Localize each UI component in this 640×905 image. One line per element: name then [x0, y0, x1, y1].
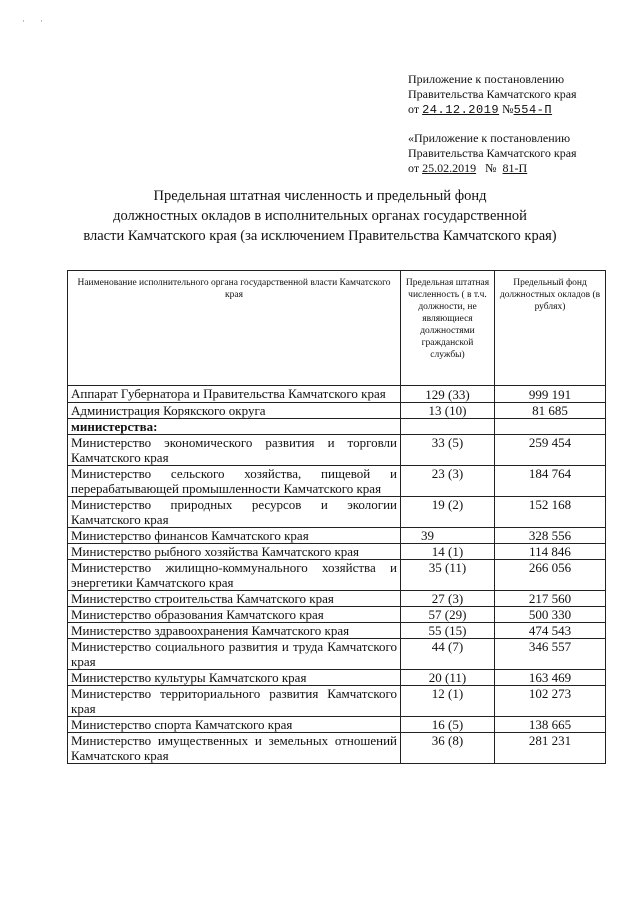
body-name: Министерство спорта Камчатского края: [68, 717, 401, 733]
table-row: [68, 670, 606, 686]
salary-fund: 114 846: [495, 544, 606, 560]
salary-fund: 259 454: [495, 435, 606, 466]
staff-limit: 55 (15): [401, 623, 495, 639]
body-name: Министерство сельского хозяйства, пищевой и перерабатывающей промышленности Камчатского края: [68, 466, 401, 497]
body-name: Министерство экономического развития и торговли Камчатского края: [68, 435, 401, 466]
salary-fund: 138 665: [495, 717, 606, 733]
table-row: [68, 733, 606, 764]
body-name: Министерство имущественных и земельных отношений Камчатского края: [68, 733, 401, 764]
staff-limit: 44 (7): [401, 639, 495, 670]
title-line: должностных окладов в исполнительных органах государственной: [113, 208, 527, 224]
decree-number: 554-П: [513, 103, 553, 117]
body-name: Министерство здравоохранения Камчатского края: [68, 623, 401, 639]
body-name: Министерство природных ресурсов и экологии Камчатского края: [68, 497, 401, 528]
table-row: [68, 435, 606, 466]
salary-fund: 163 469: [495, 670, 606, 686]
body-name: Министерство культуры Камчатского края: [68, 670, 401, 686]
salary-fund: 474 543: [495, 623, 606, 639]
table-row: [68, 623, 606, 639]
salary-fund: 102 273: [495, 686, 606, 717]
salary-fund: 281 231: [495, 733, 606, 764]
body-name: Министерство территориального развития Камчатского края: [68, 686, 401, 717]
salary-fund: 184 764: [495, 466, 606, 497]
table-row: [68, 591, 606, 607]
salary-fund: 328 556: [495, 528, 606, 544]
section-label: министерства:: [68, 419, 401, 435]
salary-fund: 346 557: [495, 639, 606, 670]
table-row: [68, 639, 606, 670]
appendix-line: Приложение к постановлению: [408, 72, 565, 86]
staff-limit: [401, 419, 495, 435]
table-row: [68, 544, 606, 560]
table-row: [68, 717, 606, 733]
date-prefix: от: [408, 161, 420, 175]
salary-fund: 266 056: [495, 560, 606, 591]
table-row: [68, 386, 606, 403]
table-row-section: [68, 419, 606, 435]
appendix-line: «Приложение к постановлению: [408, 131, 571, 145]
staff-limit: 129 (33): [401, 386, 495, 403]
table-row: [68, 497, 606, 528]
header-staff-limit: Предельная штатная численность ( в т.ч. должности, не являющиеся должностями гражданской службы): [401, 271, 495, 386]
table-row: [68, 686, 606, 717]
salary-fund: 500 330: [495, 607, 606, 623]
table-row: [68, 403, 606, 419]
salary-fund: 999 191: [495, 386, 606, 403]
staff-limit: 23 (3): [401, 466, 495, 497]
staff-limit: 12 (1): [401, 686, 495, 717]
staff-limit: 14 (1): [401, 544, 495, 560]
header-body-name: Наименование исполнительного органа государственной власти Камчатского края: [68, 271, 401, 386]
salary-fund: 152 168: [495, 497, 606, 528]
scan-mark: ·: [22, 16, 25, 26]
appendix-block-original: [408, 131, 577, 176]
date-prefix: от: [408, 102, 420, 116]
title-line: власти Камчатского края (за исключением Правительства Камчатского края): [83, 228, 557, 244]
body-name: Министерство финансов Камчатского края: [68, 528, 401, 544]
body-name: Аппарат Губернатора и Правительства Камчатского края: [68, 386, 401, 403]
appendix-line: Правительства Камчатского края: [408, 87, 577, 101]
staff-limit: 39: [401, 528, 495, 544]
document-title: [0, 186, 640, 246]
staff-limit: 19 (2): [401, 497, 495, 528]
table-row: [68, 528, 606, 544]
staff-limit: 20 (11): [401, 670, 495, 686]
body-name: Министерство рыбного хозяйства Камчатского края: [68, 544, 401, 560]
body-name: Министерство строительства Камчатского края: [68, 591, 401, 607]
decree-number: 81-П: [502, 161, 528, 175]
table-row: [68, 607, 606, 623]
staff-limit: 36 (8): [401, 733, 495, 764]
salary-fund: 81 685: [495, 403, 606, 419]
body-name: Министерство жилищно-коммунального хозяйства и энергетики Камчатского края: [68, 560, 401, 591]
decree-date: 25.02.2019: [422, 161, 477, 175]
table-row: [68, 466, 606, 497]
appendix-line: Правительства Камчатского края: [408, 146, 577, 160]
staff-limit: 33 (5): [401, 435, 495, 466]
body-name: Министерство образования Камчатского края: [68, 607, 401, 623]
header-salary-fund: Предельный фонд должностных окладов (в рублях): [495, 271, 606, 386]
staff-limit: 35 (11): [401, 560, 495, 591]
appendix-date-line: [408, 102, 577, 118]
staff-limit: 27 (3): [401, 591, 495, 607]
body-name: Администрация Корякского округа: [68, 403, 401, 419]
salary-fund: [495, 419, 606, 435]
staffing-table: [67, 270, 606, 764]
table-row: [68, 560, 606, 591]
title-line: Предельная штатная численность и предельный фонд: [153, 188, 487, 204]
decree-date: 24.12.2019: [422, 103, 500, 117]
number-sign: №: [502, 102, 514, 116]
scan-mark: ·: [40, 16, 43, 26]
staff-limit: 57 (29): [401, 607, 495, 623]
appendix-block-current: [408, 72, 577, 118]
appendix-date-line: [408, 161, 577, 176]
salary-fund: 217 560: [495, 591, 606, 607]
table-header-row: [68, 271, 606, 386]
number-sign: №: [485, 161, 497, 175]
staff-limit: 13 (10): [401, 403, 495, 419]
staff-limit: 16 (5): [401, 717, 495, 733]
body-name: Министерство социального развития и труда Камчатского края: [68, 639, 401, 670]
